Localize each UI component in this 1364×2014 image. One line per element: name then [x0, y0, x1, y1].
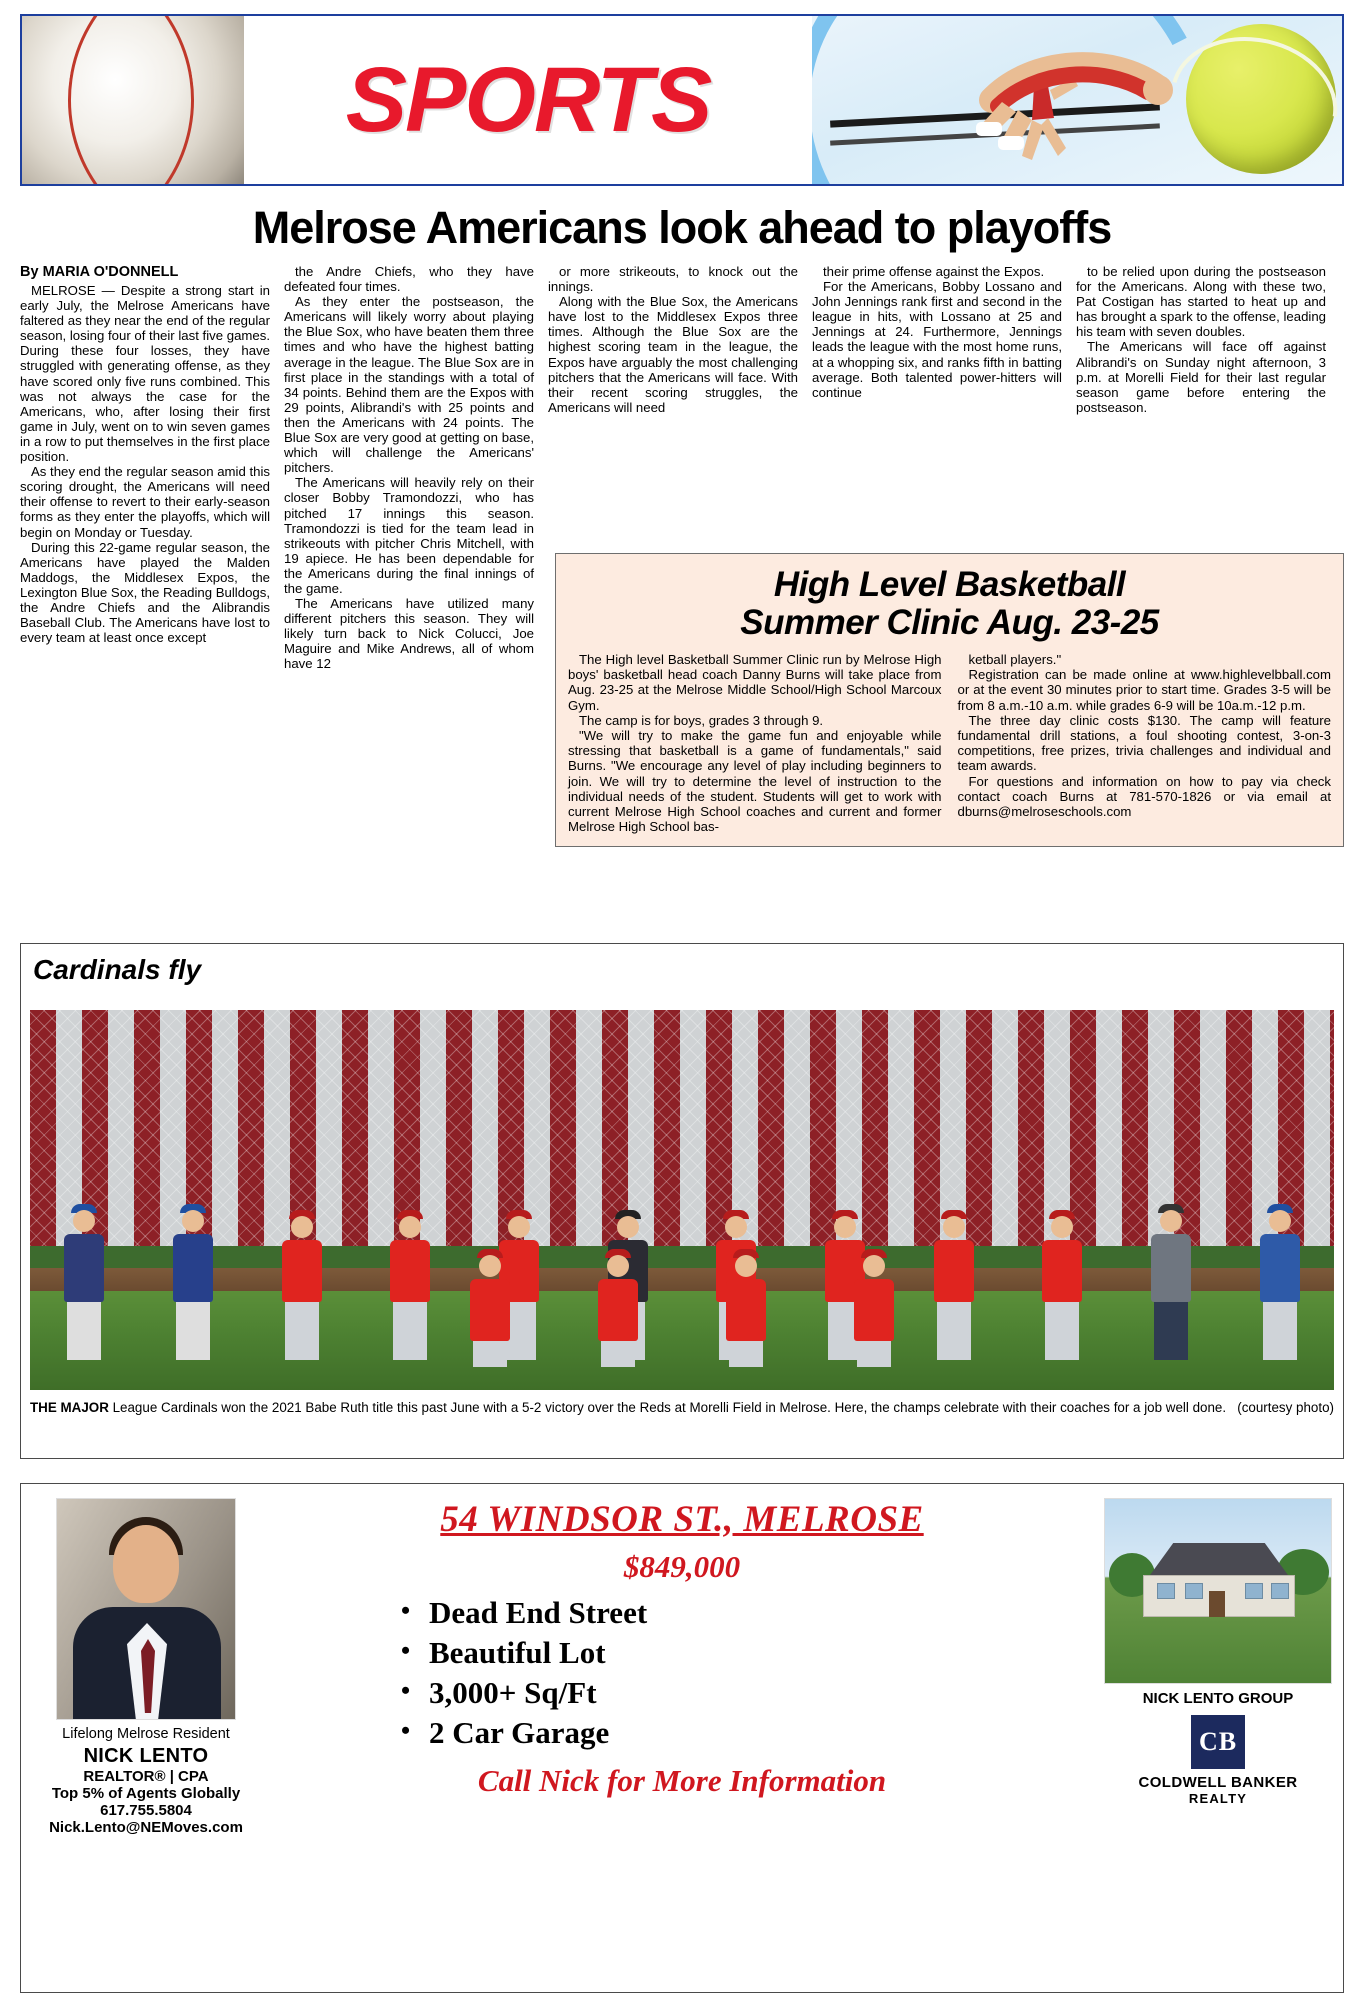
paragraph: the Andre Chiefs, who they have defeated four times.: [284, 264, 534, 295]
paragraph: to be relied upon during the postseason for the Americans. Along with these two, Pat Costigan has started to heat up and has brought a spark to the offense, leading his team with seven doubles.: [1076, 264, 1326, 340]
clinic-title: [568, 566, 1331, 642]
clinic-column-2: [958, 652, 1332, 834]
ad-listing-panel: [271, 1484, 1093, 1992]
clinic-column-1: [568, 652, 942, 834]
list-item: • 2 Car Garage: [401, 1713, 1083, 1753]
list-item: • Dead End Street: [401, 1593, 1083, 1633]
agent-photo: [56, 1498, 236, 1720]
person: [589, 1249, 647, 1367]
agent-tagline: Lifelong Melrose Resident: [62, 1726, 230, 1742]
photo-credit: (courtesy photo): [1237, 1400, 1334, 1415]
listing-address: 54 WINDSOR ST., MELROSE: [440, 1499, 924, 1540]
paragraph: ketball players.": [968, 652, 1062, 667]
brand-subtitle: REALTY: [1188, 1791, 1248, 1806]
baseball-image: [22, 16, 244, 184]
person: [461, 1249, 519, 1367]
paragraph: Registration can be made online at www.highlevelbball.com or at the event 30 minutes prior to start time. Grades 3-5 will be from 8 a.m.-10 a.m. while grades 6-9 will be 10a.m.-12 p.m.: [957, 667, 1331, 713]
photo-caption-text: League Cardinals won the 2021 Babe Ruth title this past June with a 5-2 victory over the Reds at Morelli Field in Melrose. Here, the champs celebrate with their coaches for a job well done.: [108, 1400, 1227, 1415]
listing-cta[interactable]: Call Nick for More Information: [477, 1763, 887, 1798]
article-column-5: [1076, 264, 1326, 415]
masthead-artwork: [812, 16, 1342, 184]
clinic-columns: [568, 652, 1331, 834]
paragraph: MELROSE — Despite a strong start in early July, the Melrose Americans have faltered as they near the end of the regular season, losing four of their last five games. During these four losses, they have struggled with generating offense, as they have scored only five runs combined. This was not always the case for the Americans, who, after losing their first game in July, went on to win seven games in a row to put themselves in the first place position.: [20, 283, 270, 465]
listing-price: $849,000: [623, 1549, 741, 1584]
paragraph: The Americans have utilized many different pitchers this season. They will likely turn back to Nick Colucci, Joe Maguire and Mike Andrews, all of whom have 12: [284, 596, 534, 672]
article-column-1: [20, 264, 270, 645]
paragraph: Along with the Blue Sox, the Americans have lost to the Middlesex Expos three times. Although the Blue Sox are the highest scoring team in the league, the Expos have arguably the most challenging pitchers that the Americans will face. With their recent scoring struggles, the Americans will need: [548, 294, 798, 415]
paragraph: The Americans will face off against Alibrandi's on Sunday night afternoon, 3 p.m. at Morelli Field for their last regular season game before entering the postseason.: [1076, 339, 1326, 415]
ad-brand-panel: [1093, 1484, 1343, 1992]
agent-phone[interactable]: 617.755.5804: [100, 1802, 192, 1819]
agent-role: REALTOR® | CPA: [83, 1768, 209, 1785]
agent-ranking: Top 5% of Agents Globally: [51, 1785, 241, 1802]
brokerage-group-name: NICK LENTO GROUP: [1142, 1690, 1294, 1707]
paragraph: For questions and information on how to pay via check contact coach Burns at 781-570-1826 or via email at dburns@melroseschools.com: [957, 773, 1331, 820]
paragraph: The Americans will heavily rely on their closer Bobby Tramondozzi, who has pitched 17 innings this season. Tramondozzi is tied for the team lead in strikeouts with pitcher Chris Mitchell, with 19 apiece. He has been dependable for the Americans during the final innings of the game.: [284, 475, 534, 596]
list-item: • 3,000+ Sq/Ft: [401, 1673, 1083, 1713]
masthead-title-text: SPORTS: [345, 48, 711, 151]
article-column-2: [284, 264, 534, 672]
paragraph: their prime offense against the Expos.: [823, 264, 1045, 279]
paragraph: or more strikeouts, to knock out the innings.: [548, 264, 798, 295]
paragraph: The three day clinic costs $130. The camp will feature fundamental drill stations, a foul shooting contest, 3-on-3 competitions, free prizes, trivia challenges and individual and team awards.: [957, 712, 1331, 774]
team-photo-canvas: [30, 1010, 1334, 1390]
clinic-title-line2: Summer Clinic Aug. 23-25: [740, 603, 1159, 642]
coldwell-banker-logo: CB: [1191, 1715, 1245, 1769]
photo-feature-title: Cardinals fly: [33, 954, 202, 985]
paragraph: The camp is for boys, grades 3 through 9.: [579, 712, 824, 728]
photo-caption-lead: THE MAJOR: [30, 1400, 109, 1415]
paragraph: During this 22-game regular season, the Americans have played the Malden Maddogs, the Middlesex Expos, the Lexington Blue Sox, the Reading Bulldogs, the Andre Chiefs and the Alibrandis Baseball Club. The Americans have lost to every team at least once except: [20, 539, 271, 646]
agent-name: NICK LENTO: [83, 1745, 209, 1767]
ad-agent-panel: [21, 1484, 271, 1992]
house-photo: [1104, 1498, 1332, 1684]
clinic-callout-box: [555, 553, 1344, 847]
team-row-front: [30, 1170, 1334, 1368]
high-jumper-icon: [962, 30, 1192, 170]
byline: By MARIA O'DONNELL: [20, 264, 179, 280]
paragraph: The High level Basketball Summer Clinic run by Melrose High boys' basketball head coach Danny Burns will take place from Aug. 23-25 at the Melrose Middle School/High School Marcoux Gym.: [568, 652, 942, 713]
page-headline: Melrose Americans look ahead to playoffs: [252, 202, 1112, 253]
paragraph: "We will try to make the game fun and enjoyable while stressing that basketball is a game of fundamentals," said Burns. "We encourage any level of play including beginners to join. We will try to determine the level of instruction to the individual needs of the student. Students will get to work with current Melrose High School coaches and current and former Melrose High School bas-: [568, 728, 942, 835]
clinic-title-line1: High Level Basketball: [773, 565, 1126, 604]
paragraph: As they enter the postseason, the Americans will likely worry about playing the Blue Sox, who have beaten them three times and who have the highest batting average in the league. The Blue Sox are in first place in the standings with a total of 34 points. Behind them are the Expos with 29 points, Alibrandi's with 25 points and then the Americans with 24 points. The Blue Sox are very good at getting on base, which will challenge the Americans' pitchers.: [284, 294, 534, 476]
paragraph: For the Americans, Bobby Lossano and John Jennings rank first and second in the league in hits, with Lossano at 25 and Jennings at 24. Furthermore, Jennings leads the league with the most home runs, at a whopping six, and ranks fifth in batting average. Both talented power-hitters will continue: [812, 279, 1062, 400]
article-column-4: [812, 264, 1062, 400]
paragraph: As they end the regular season amid this scoring drought, the Americans will need their offense to revert to their early-season forms as they enter the playoffs, which will begin on Monday or Tuesday.: [20, 464, 270, 540]
masthead-title: [244, 16, 812, 184]
person: [845, 1249, 903, 1367]
team-photo: [30, 1010, 1334, 1390]
advertisement[interactable]: [20, 1483, 1344, 1993]
agent-email[interactable]: Nick.Lento@NEMoves.com: [49, 1819, 243, 1836]
listing-features: [281, 1593, 1083, 1753]
brand-name: COLDWELL BANKER: [1138, 1774, 1298, 1791]
list-item: • Beautiful Lot: [401, 1633, 1083, 1673]
masthead: [20, 14, 1344, 186]
person: [717, 1249, 775, 1367]
tennis-ball-image: [1186, 24, 1336, 174]
photo-caption: [30, 1400, 1334, 1416]
article-column-3: [548, 264, 798, 415]
